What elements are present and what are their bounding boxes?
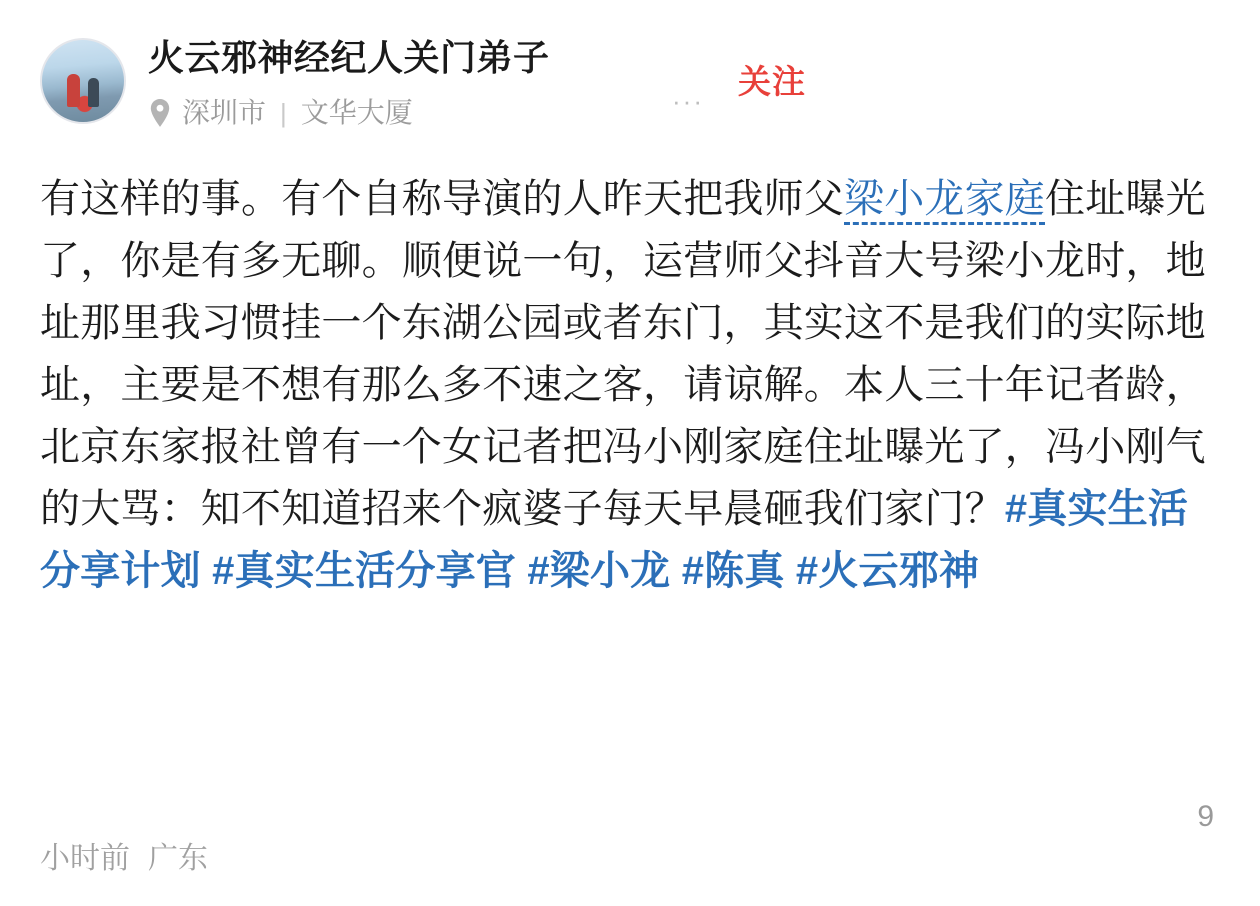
- post-header: [40, 34, 1220, 158]
- hashtag-1[interactable]: #真实生活分享官: [212, 549, 516, 593]
- post-region: 广东: [148, 842, 208, 875]
- hashtag-4[interactable]: #火云邪神: [795, 549, 980, 593]
- content-paragraph-2: 顺便说一句，运营师父抖音大号梁小龙时，地址那里我习惯挂一个东湖公园或者东门，其实这不是我们的实际地址，主要是不想有那么多不速之客，请谅解。本人三十年记者龄，北京东家报社曾有一个女记者把冯小刚家庭住址曝光了，冯小刚气的大骂：知不知道招来个疯婆子每天早晨砸我们家门？: [40, 239, 1206, 531]
- location-row[interactable]: [148, 96, 550, 130]
- location-place: 文华大厦: [300, 97, 413, 128]
- post-footer: [40, 840, 208, 878]
- topic-link-liangxiaolong[interactable]: 梁小龙家庭: [844, 177, 1045, 225]
- hashtag-0[interactable]: #真实生活分享计划: [40, 487, 1189, 593]
- content-line-1: 有这样的事。有个自称导演的人昨天把我师父: [40, 177, 844, 221]
- author-nickname[interactable]: 火云邪神经纪人关门弟子: [148, 37, 550, 78]
- hashtag-3[interactable]: #陈真: [681, 549, 785, 593]
- avatar[interactable]: [40, 38, 126, 124]
- more-dots-icon[interactable]: ···: [672, 86, 704, 116]
- location-pin-icon: [148, 98, 172, 128]
- post-content: [40, 168, 1220, 602]
- hashtag-2[interactable]: #梁小龙: [527, 549, 671, 593]
- follow-button[interactable]: 关注: [738, 63, 806, 100]
- post-time: 小时前: [40, 842, 130, 875]
- content-line-2: 住址曝光了，你是有多无聊。: [40, 177, 1206, 283]
- author-block: [148, 34, 550, 130]
- location-divider: |: [280, 98, 287, 128]
- location-city: 深圳市: [182, 97, 267, 128]
- time-count: 9: [1197, 800, 1214, 833]
